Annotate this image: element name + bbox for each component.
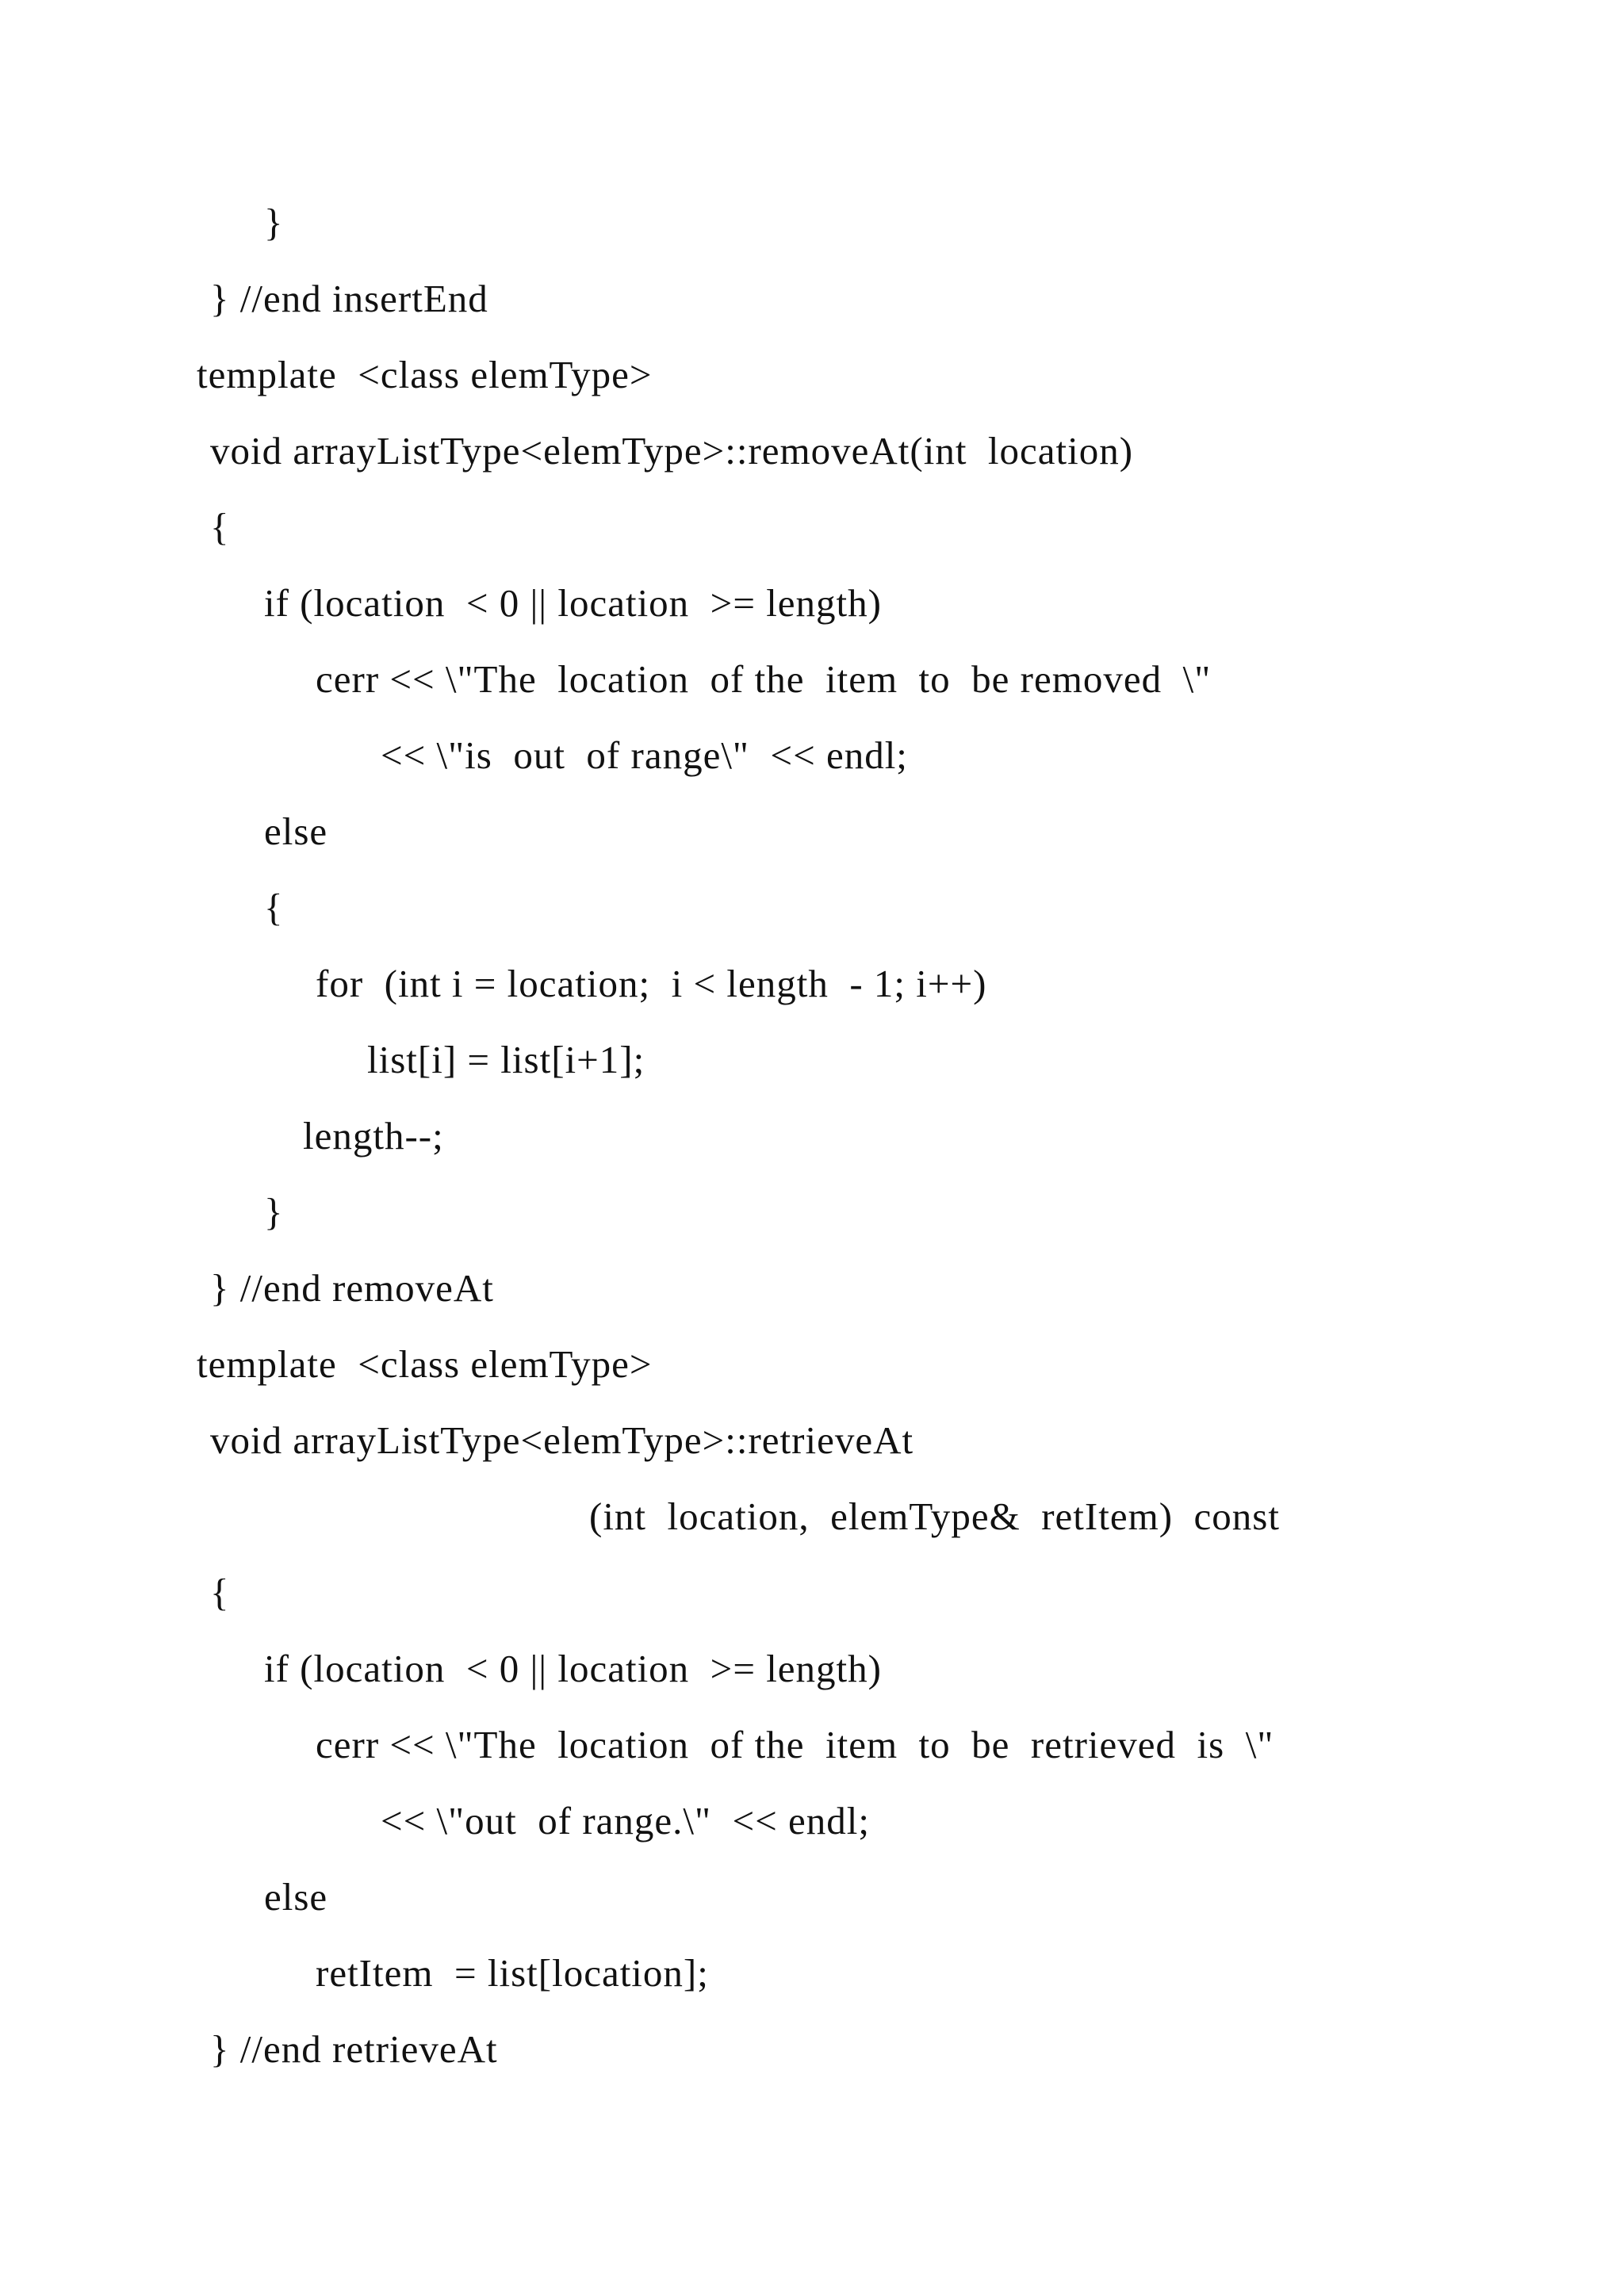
code-line: {: [210, 1571, 230, 1614]
code-line: } //end insertEnd: [210, 277, 488, 320]
code-line: (int location, elemType& retItem) const: [589, 1494, 1280, 1538]
code-line: cerr << \"The location of the item to be retrieved is \": [316, 1723, 1274, 1766]
code-line: if (location < 0 || location >= length): [264, 1647, 882, 1690]
code-line: void arrayListType<elemType>::removeAt(int location): [210, 429, 1134, 473]
code-line: {: [264, 886, 284, 929]
code-line: retItem = list[location];: [316, 1951, 709, 1995]
code-line: template <class elemType>: [197, 1342, 653, 1386]
code-line: template <class elemType>: [197, 353, 653, 396]
code-line: for (int i = location; i < length - 1; i++): [316, 962, 987, 1005]
code-line: list[i] = list[i+1];: [367, 1038, 645, 1081]
code-line: } //end removeAt: [210, 1266, 494, 1310]
code-line: cerr << \"The location of the item to be removed \": [316, 657, 1212, 701]
code-line: }: [264, 201, 284, 244]
code-line: }: [264, 1190, 284, 1234]
code-line: } //end retrieveAt: [210, 2027, 498, 2071]
code-line: else: [264, 809, 328, 853]
code-line: {: [210, 505, 230, 549]
code-line: << \"is out of range\" << endl;: [381, 733, 908, 777]
code-line: length--;: [303, 1114, 444, 1158]
code-line: << \"out of range.\" << endl;: [381, 1799, 870, 1843]
code-line: if (location < 0 || location >= length): [264, 581, 882, 625]
code-line: void arrayListType<elemType>::retrieveAt: [210, 1418, 914, 1462]
code-line: else: [264, 1875, 328, 1919]
